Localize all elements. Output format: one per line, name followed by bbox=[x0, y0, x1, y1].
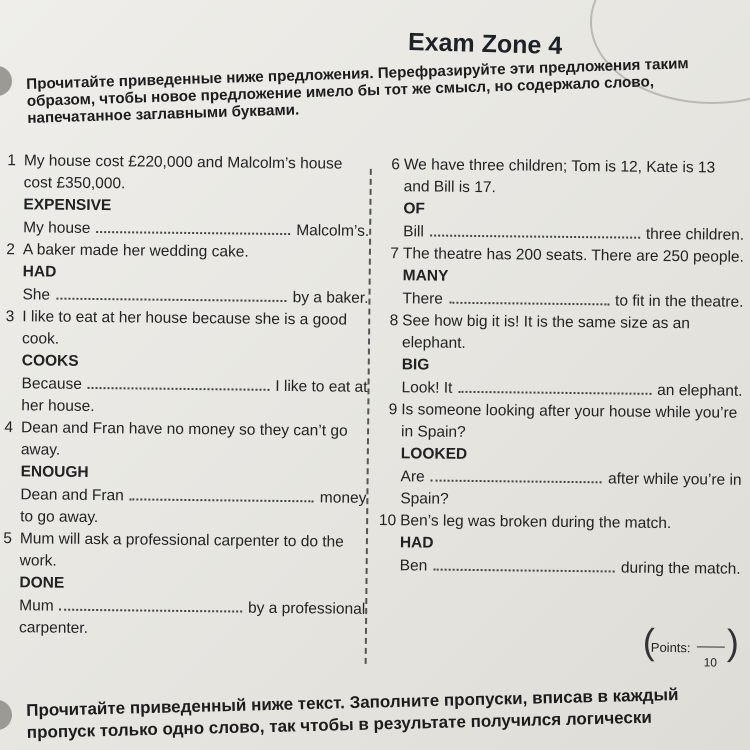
item-number: 10 bbox=[378, 511, 397, 530]
answer-prefix: Dean and Fran bbox=[20, 486, 124, 505]
exercise-item bbox=[0, 239, 369, 310]
item-sentence: The theatre has 200 seats. There are 250 people. bbox=[402, 245, 744, 266]
item-sentence: My house cost £220,000 and Malcolm’s house cost £350,000. bbox=[23, 152, 343, 193]
answer-continuation: Spain? bbox=[400, 490, 449, 508]
points-label: Points: bbox=[650, 639, 691, 656]
answer-blank[interactable] bbox=[458, 377, 651, 395]
item-number: 5 bbox=[3, 530, 13, 548]
item-number: 1 bbox=[7, 152, 16, 170]
answer-continuation: to go away. bbox=[20, 508, 99, 527]
answer-suffix: by a professional bbox=[247, 599, 366, 618]
item-keyword: ENOUGH bbox=[20, 463, 89, 481]
exercise-item bbox=[0, 306, 368, 421]
answer-blank[interactable] bbox=[56, 284, 287, 302]
item-keyword: MANY bbox=[402, 267, 449, 285]
answer-prefix: Mum bbox=[19, 597, 54, 615]
item-number: 8 bbox=[389, 312, 399, 330]
item-sentence: Ben’s leg was broken during the match. bbox=[400, 512, 672, 533]
exercise-item bbox=[378, 243, 744, 314]
answer-continuation: her house. bbox=[21, 397, 95, 416]
answer-suffix: by a baker. bbox=[292, 289, 369, 307]
answer-line bbox=[400, 554, 741, 581]
item-keyword: HAD bbox=[22, 263, 57, 281]
answer-suffix: during the match. bbox=[620, 559, 741, 578]
answer-blank[interactable] bbox=[88, 373, 270, 391]
exercise-item bbox=[379, 154, 745, 247]
answer-blank[interactable] bbox=[433, 555, 615, 573]
answer-prefix: There bbox=[402, 290, 444, 308]
answer-prefix: Because bbox=[21, 375, 82, 393]
item-number: 6 bbox=[391, 156, 400, 174]
points-bracket-left: ( bbox=[642, 620, 656, 662]
item-number: 4 bbox=[4, 419, 14, 437]
item-sentence: Mum will ask a professional carpenter to do the work. bbox=[19, 530, 344, 570]
answer-prefix: Look! It bbox=[401, 379, 453, 397]
answer-prefix: She bbox=[22, 286, 51, 304]
points-box bbox=[642, 620, 740, 676]
exercise-item bbox=[376, 510, 742, 581]
item-sentence: We have three children; Tom is 12, Kate is 13 and Bill is 17. bbox=[403, 156, 716, 197]
answer-blank[interactable] bbox=[130, 484, 314, 502]
item-sentence: A baker made her wedding cake. bbox=[22, 241, 249, 261]
item-keyword: DONE bbox=[19, 574, 65, 592]
left-column bbox=[0, 150, 370, 643]
item-keyword: LOOKED bbox=[400, 445, 468, 463]
page-title: Exam Zone 4 bbox=[407, 27, 563, 61]
task-1-instructions: Прочитайте приведенные ниже предложения. Перефразируйте эти предложения таким образом, чтобы новое предложение имело бы тот же смысл, но содержало слово, напечатанное заглавными буквами. bbox=[26, 55, 689, 127]
exercise-item bbox=[0, 150, 370, 243]
item-keyword: BIG bbox=[401, 356, 430, 374]
answer-suffix: after while you’re in bbox=[607, 470, 742, 489]
points-fraction-line bbox=[697, 646, 725, 647]
item-sentence: See how big it is! It is the same size as an elephant. bbox=[401, 312, 691, 352]
answer-blank[interactable] bbox=[430, 221, 640, 239]
item-number: 9 bbox=[388, 401, 398, 419]
answer-prefix: My house bbox=[23, 219, 91, 237]
answer-suffix: I like to eat at bbox=[275, 377, 368, 396]
answer-suffix: money bbox=[319, 489, 367, 507]
right-column bbox=[376, 154, 745, 581]
exercise-item bbox=[377, 310, 743, 403]
points-total: 10 bbox=[703, 655, 718, 670]
answer-blank[interactable] bbox=[449, 288, 609, 306]
points-bracket-right: ) bbox=[726, 621, 740, 663]
exercise-item bbox=[0, 417, 367, 532]
item-keyword: COOKS bbox=[21, 352, 79, 370]
exercise-item bbox=[376, 399, 742, 514]
answer-blank[interactable] bbox=[431, 466, 602, 484]
item-sentence: Dean and Fran have no money so they can’t go away. bbox=[20, 419, 348, 459]
answer-suffix: to fit in the theatre. bbox=[614, 292, 744, 311]
exercise-block bbox=[0, 150, 750, 678]
answer-prefix: Are bbox=[400, 468, 425, 486]
item-number: 7 bbox=[390, 245, 400, 263]
answer-prefix: Bill bbox=[403, 223, 424, 241]
item-keyword: HAD bbox=[399, 534, 434, 552]
answer-prefix: Ben bbox=[399, 557, 428, 575]
item-number: 2 bbox=[6, 241, 16, 259]
task-marker-icon bbox=[0, 700, 12, 730]
answer-suffix: three children. bbox=[645, 225, 745, 244]
answer-suffix: Malcolm’s. bbox=[296, 222, 370, 240]
answer-continuation: carpenter. bbox=[18, 619, 89, 637]
item-sentence: I like to eat at her house because she is a good cook. bbox=[21, 308, 348, 348]
item-sentence: Is someone looking after your house while you’re in Spain? bbox=[400, 401, 738, 441]
answer-suffix: an elephant. bbox=[657, 381, 743, 400]
answer-blank[interactable] bbox=[96, 217, 290, 235]
answer-blank[interactable] bbox=[60, 595, 243, 613]
task-marker-icon bbox=[0, 66, 12, 96]
item-number: 3 bbox=[5, 308, 15, 326]
task-2-instructions: Прочитайте приведенный ниже текст. Заполните пропуски, вписав в каждый пропуск только одно слово, так чтобы в результате получился логически bbox=[26, 685, 679, 742]
item-keyword: OF bbox=[403, 200, 426, 218]
exercise-item bbox=[0, 528, 366, 643]
item-keyword: EXPENSIVE bbox=[23, 196, 112, 215]
